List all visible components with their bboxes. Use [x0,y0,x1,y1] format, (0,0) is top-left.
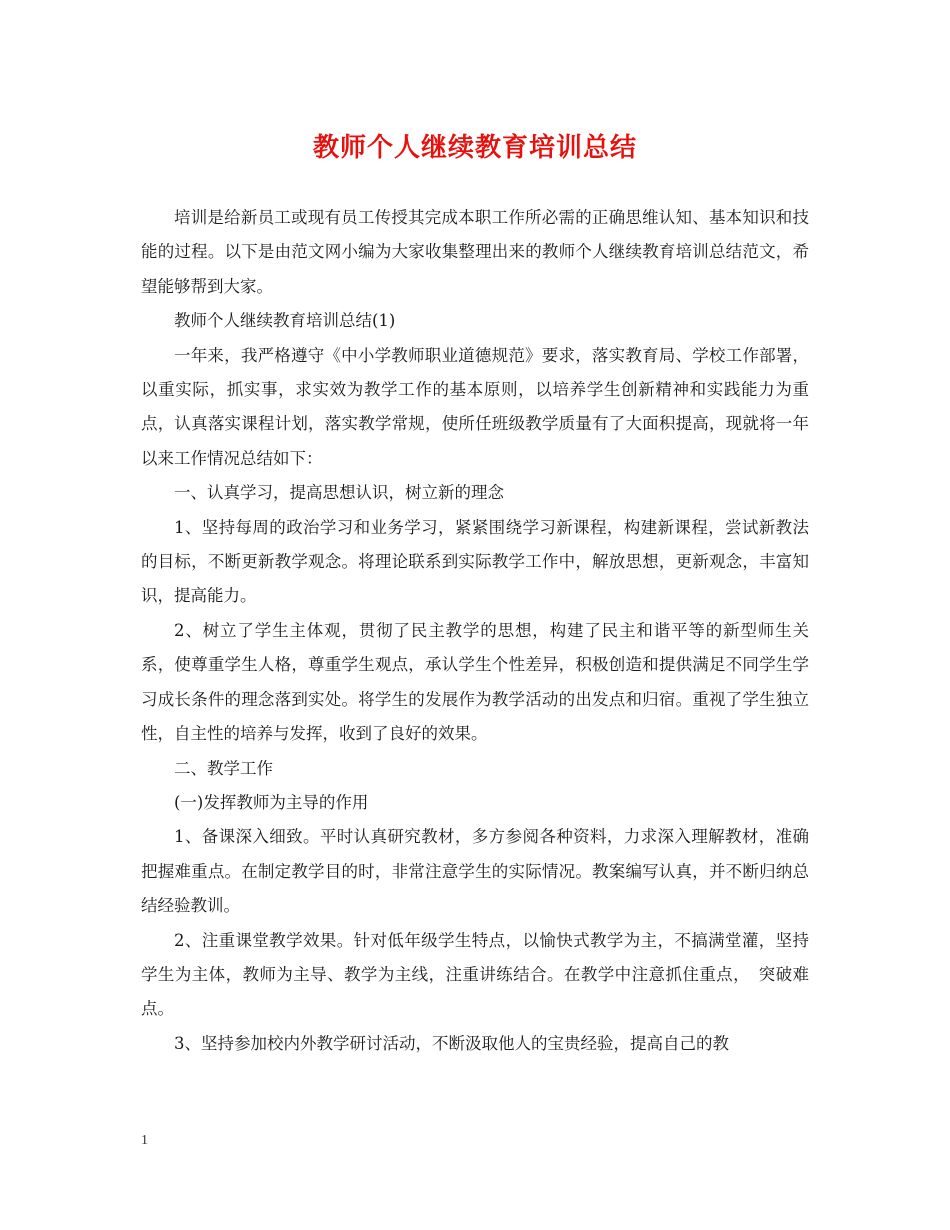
paragraph-heading-2: 二、教学工作 [174,758,273,778]
paragraph-item-2: 2、树立了学生主体观，贯彻了民主教学的思想，构建了民主和谐平等的新型师生关系，使尊重学生人格，尊重学生观点，承认学生个性差异，积极创造和提供满足不同学生学习成长条件的理念落到实处。将学生的发展作为教学活动的出发点和归宿。重视了学生独立性，自主性的培养与发挥，收到了良好的效果。 [141,620,809,744]
paragraph-section-heading: 教师个人继续教育培训总结(1) [174,311,396,331]
page-number: 1 [141,1133,148,1148]
paragraph-item-3: 1、备课深入细致。平时认真研究教材，多方参阅各种资料，力求深入理解教材，准确把握难重点。在制定教学目的时，非常注意学生的实际情况。教案编写认真，并不断归纳总结经验教训。 [141,827,809,916]
paragraph-item-5: 3、坚持参加校内外教学研讨活动，不断汲取他人的宝贵经验，提高自己的教 [174,1033,729,1053]
paragraph-intro: 培训是给新员工或现有员工传授其完成本职工作所必需的正确思维认知、基本知识和技能的过程。以下是由范文网小编为大家收集整理出来的教师个人继续教育培训总结范文，希望能够帮到大家。 [141,208,809,296]
paragraph-heading-1: 一、认真学习，提高思想认识，树立新的理念 [174,483,504,503]
paragraph-overview: 一年来，我严格遵守《中小学教师职业道德规范》要求，落实教育局、学校工作部署，以重实际，抓实事，求实效为教学工作的基本原则，以培养学生创新精神和实践能力为重点，认真落实课程计划，落实教学常规，使所任班级教学质量有了大面积提高，现就将一年以来工作情况总结如下： [141,345,809,468]
document-title: 教师个人继续教育培训总结 [312,133,637,163]
document-body [141,201,809,1061]
paragraph-item-4: 2、注重课堂教学效果。针对低年级学生特点，以愉快式教学为主，不搞满堂灌，坚持学生为主体，教师为主导、教学为主线，注重讲练结合。在教学中注意抓住重点， 突破难点。 [141,930,809,1019]
paragraph-subheading: (一)发挥教师为主导的作用 [174,792,369,812]
paragraph-item-1: 1、坚持每周的政治学习和业务学习，紧紧围绕学习新课程，构建新课程，尝试新教法的目标，不断更新教学观念。将理论联系到实际教学工作中，解放思想，更新观念，丰富知识，提高能力。 [141,517,809,606]
